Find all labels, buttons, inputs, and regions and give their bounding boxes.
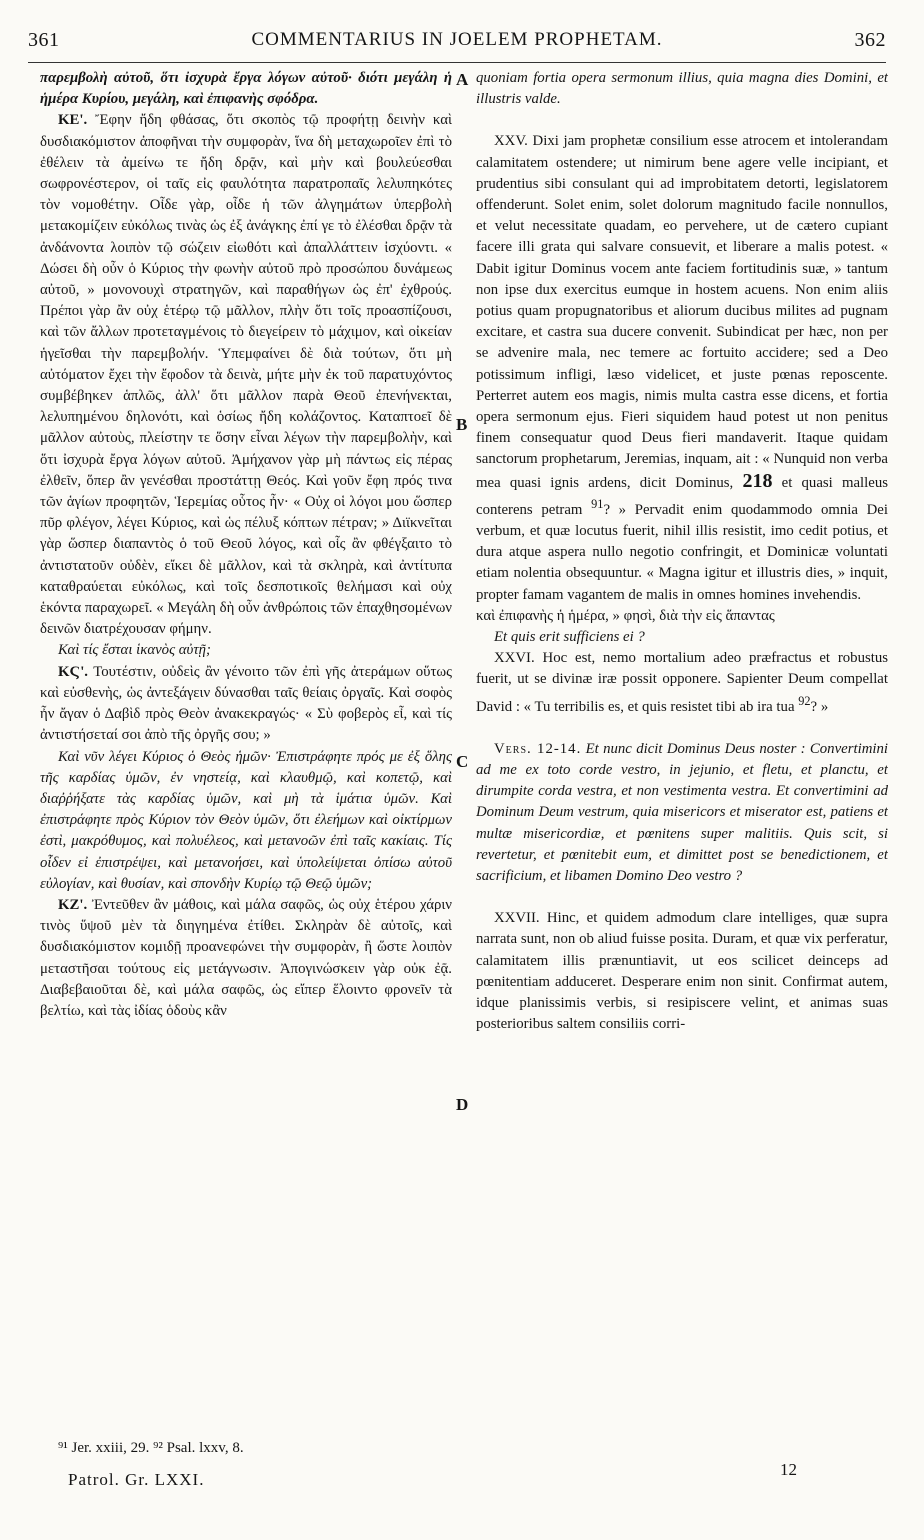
latin-section-26-text: Hoc est, nemo mortalium adeo præfractus et robustus fuerit, ut se divinæ iræ possit opponere. Sapienter Deum compellat David : « Tu terribilis es, et quis resistet tibi ab ira tua	[476, 650, 888, 715]
spacer	[476, 110, 888, 131]
latin-column	[476, 68, 888, 1428]
right-page-number: 362	[854, 28, 886, 51]
spacer	[476, 718, 888, 739]
greek-section-25-text: Ἔφην ἤδη φθάσας, ὅτι σκοπὸς τῷ προφήτῃ δεινὴν καὶ δυσδιακόμιστον ἀποφῆναι τὴν συμφορὰν, ἵνα δὴ μεταχωροῖεν ἐπὶ τὸ ἐθέλειν τὰ ἀμείνω τε ἤδη δρᾷν, καὶ μὴν καὶ βουλεύεσθαι σωφρονέστερον, οἱ ταῖς εἰς φαυλότητα παρατροπαῖς λελυπηκότες τὸν νομοθέτην. Οἶδε γὰρ, οἶδε ἡ τῶν ἀλγημάτων ὑπερβολὴ μετακομίζειν εὐκόλως τινὰς ὡς ἐξ ἀνάγκης ἐπί γε τὸ ἐλέσθαι δρᾷν τὰ ἀνδάνοντα λοιπὸν τῷ σώζειν εἰωθότι καὶ ἀπαλλάττειν ἰσχύοντι. « Δώσει δὴ οὖν ὁ Κύριος τὴν φωνὴν αὐτοῦ πρὸ προσώπου δυνάμεως αὐτοῦ, » μονονουχὶ στρατηγῶν, καὶ παραθήγων ὡς ἐπ' ἐχθρούς. Πρέποι γὰρ ἂν οὐχ ἑτέρῳ τῷ μᾶλλον, πλὴν ὅτι τοῖς προασπίζουσι, καὶ τῶν ἄλλων προτεταγμένοις τὸ διεγείρειν τὸ μάχιμον, καὶ οἰκείαν ἡγεῖσθαι τὴν παρεμβολήν. Ὑπεμφαίνει δὲ διὰ τούτων, ὅτι μὴ αὐτόματον ἔχει τὴν ἔφοδον τὰ δεινὰ, μήτε μὴν ἐκ τοῦ παρατυχόντος συμβέβηκεν ἁπλῶς, ἀλλ' ὅτι μᾶλλον παρὰ Θεοῦ ἐπενήνεκται, λελυπημένου δηλονότι, καὶ ὁσίως ἤδη κολάζοντος. Καταπτοεῖ δὲ μᾶλλον αὐτοὺς, πλείστην τε ὅσην εἶναι λέγων τὴν παρεμβολὴν, καὶ ὅτι ἰσχυρὰ ἔργα λόγων αὐτοῦ. Ἀμήχανον γὰρ μὴ πάντως εἰς πέρας ἐλθεῖν, ὅπερ ἂν γενέσθαι προστάττῃ Θεός. Καὶ γοῦν ἔφη πρός τινα τῶν ἁγίων προφητῶν, Ἱερεμίας οὗτος ἦν· « Οὐχ οἱ λόγοι μου ὥσπερ πῦρ φλέγον, λέγει Κύριος, καὶ ὡς πέλυξ κόπτων πέτραν; » Διϊκνεῖται γὰρ ὥσπερ διαπαντὸς ὁ τοῦ Θεοῦ λόγος, καὶ οἷς ἂν φθέγξαιτο τὸ ἀντιστατοῦν οὐδὲν, εἴκει δὲ μᾶλλον, καὶ τὰ σκληρὰ, καὶ ἀντίτυπα καταθραύεται εὐκόλως, καὶ τοῖς δεσποτικοῖς θελήμασι καὶ οὐχ ἑκόντα παραχωρεῖ. « Μεγάλη δὴ οὖν ἀνθρώποις τῶν ἐπαχθησομένων δεινῶν διατρέχουσαν φήμην.	[40, 112, 452, 638]
latin-section-27-text: Hinc, et quidem admodum clare intelliges, quæ supra narrata sunt, non ob aliud fuisse posita. Duram, et quæ vix perferatur, calamitatem illis prænuntiavit, ut eos scilicet deinceps ad pœnitentiam adduceret. Desperare enim non sinit. Confirmat autem, idque planissimis verbis, si resipiscere velint, et animas suas posterioribus saltem consiliis corri-	[476, 910, 888, 1033]
latin-section-25	[476, 131, 888, 605]
greek-section-26-text: Τουτέστιν, οὐδεὶς ἂν γένοιτο τῶν ἐπὶ γῆς ἀτεράμων οὕτως καὶ εὐσθενὴς, ὡς ἀντεξάγειν δύνασθαι ταῖς θείαις ὀργαῖς. Καὶ σοφὸς ἦν ἄγαν ὁ Δαβὶδ πρὸς Θεὸν ἀνακεκραγώς· « Σὺ φοβερὸς εἶ, καὶ τίς ἀντιστήσεταί σοι ἀπὸ τῆς ὀργῆς σου; »	[40, 663, 452, 744]
latin-lemma-2: Et quis erit sufficiens ei ?	[494, 629, 645, 645]
series-imprint: Patrol. Gr. LXXI.	[68, 1470, 205, 1489]
latin-section-25-text-b: et quasi malleus conterens petram	[476, 474, 888, 518]
page-header	[28, 24, 886, 56]
margin-letter-d: D	[456, 1095, 469, 1114]
section-number: ΚΖ'.	[58, 896, 88, 913]
spacer	[476, 887, 888, 908]
latin-section-25-text-c: ? » Pervadit enim quodammodo omnia Dei verbum, et quæ locutus fuerit, nihil illis resistit, imo cedit potius, et dura atque aspera nullo negotio confringit, et Dominicæ voluntati etiam nolentia obsequuntur. « Magna igitur et illustris dies, » inquit, propter famam vagantem de malis in omnes homines invehendis.	[476, 501, 888, 603]
greek-fullwidth-line: καὶ ἐπιφανὴς ἡ ἡμέρα, » φησὶ, διὰ τὴν εἰς ἅπαντας	[476, 607, 775, 624]
latin-section-25-text-a: Dixi jam prophetæ consilium esse atrocem et intolerandam calamitatem ostendere; ut nimirum bene agere velle incipiant, et prudentius sibi consulant qui ad improbitatem detorti, legislatorem offenderunt. Solet enim, solet dolorum magnitudo facile nonnullos, et velut necessitate quadam, eo pervehere, ut de cætero cupiant facere illi grata qui salvare consuevit, et liberare a malis potest. « Dabit igitur Dominus vocem ante faciem fortitudinis suæ, » tantum non ipse dux exercitus eumque in hostem acuens. Non enim aliis potius quam propugnatoribus et aliorum ducibus milites ad pugnam excitare, et castra sua ducere convenit. Subindicat per hæc, non per se advenire mala, nec temere ac fortuito accidere; sed a Deo potissimum infligi, læso videlicet, et juste pœnas reposcente. Perterret autem eos magis, nimis multa castra esse dicens, et fortia opera sermonum ejus. Fieri siquidem haud potest ut non penitus finem consequatur quod Deus fieri mandaverit. Itaque quidam sanctorum prophetarum, Jeremias, inquam, ait : « Nunquid non verba mea quasi ignis ardens, dicit Dominus,	[476, 133, 888, 491]
signature-mark: 12	[780, 1460, 797, 1479]
column-marker: 218	[742, 469, 773, 492]
latin-section-26	[476, 648, 888, 718]
greek-section-27-text: Ἐντεῦθεν ἂν μάθοις, καὶ μάλα σαφῶς, ὡς οὐχ ἑτέρου χάριν τινὸς ὕψοῦ μὲν τὰ διηγημένα ἐτίθει. Σκληρὰν δὲ αὐτοῖς, καὶ δυσδιακόμιστον κομιδῇ προανεφώνει τὴν συμφορὰν, ἢ ὥστε λοιπὸν μεταστῆσαι τούτους εἰς μετάγνωσιν. Ἀπογινώσκειν γὰρ οὐκ ἐᾷ. Διαβεβαιοῦται δὲ, καὶ μάλα σαφῶς, ὡς εἴπερ ἕλοιντο φρονεῖν τὰ βελτίω, καὶ τὰς ἰδίας ὁδοὺς κἂν	[40, 896, 452, 1019]
margin-letter-a: A	[456, 70, 469, 89]
footnote-ref-91: 91	[591, 496, 604, 511]
greek-lemma-1: παρεμβολὴ αὐτοῦ, ὅτι ἰσχυρὰ ἔργα λόγων αὐτοῦ· διότι μεγάλη ἡ ἡμέρα Κυρίου, μεγάλη, καὶ ἐπιφανὴς σφόδρα.	[40, 70, 452, 108]
latin-section-27	[476, 908, 888, 1035]
footnote-ref-92: 92	[798, 693, 811, 708]
section-number: ΚϚ'.	[58, 663, 89, 680]
running-title: COMMENTARIUS IN JOELEM PROPHETAM.	[251, 29, 663, 50]
greek-section-25	[40, 110, 452, 640]
greek-lemma-2: Καὶ τίς ἔσται ἱκανὸς αὐτῇ;	[58, 642, 211, 659]
section-number: ΚΕ'.	[58, 112, 88, 129]
greek-section-26	[40, 662, 452, 747]
latin-lemma-1: quoniam fortia opera sermonum illius, quia magna dies Domini, et illustris valde.	[476, 70, 888, 108]
greek-column	[40, 68, 452, 1428]
margin-letter-b: B	[456, 415, 468, 434]
latin-lemma-3-text: Et nunc dicit Dominus Deus noster : Convertimini ad me ex toto corde vestro, in jejunio, et fletu, et planctu, et dirumpite corda vestra, et non vestimenta vestra. Et convertimini ad Dominum Deum vestrum, quia misericors et miserator est, patiens et multæ misericordiæ, et pœnitens super malitiis. Quis scit, si revertetur, et pœnitebit eum, et dimittet post se benedictionem, et sacrificium, et libamen Domino Deo vestro ?	[476, 740, 888, 884]
latin-section-26-end: ? »	[810, 698, 829, 715]
greek-section-27	[40, 895, 452, 1022]
section-number: XXV.	[494, 133, 528, 150]
header-rule	[28, 62, 886, 63]
section-number: XXVII.	[494, 910, 540, 927]
left-page-number: 361	[28, 28, 60, 51]
verse-reference: Vers. 12-14.	[494, 740, 582, 757]
margin-letter-c: C	[456, 752, 469, 771]
greek-lemma-3: Καὶ νῦν λέγει Κύριος ὁ Θεὸς ἡμῶν· Ἐπιστράφητε πρός με ἐξ ὅλης τῆς καρδίας ὑμῶν, ἐν νηστείᾳ, καὶ κλαυθμῷ, καὶ κοπετῷ, καὶ διαῤῥήξατε τὰς καρδίας ὑμῶν, καὶ μὴ τὰ ἱμάτια ὑμῶν. Καὶ ἐπιστράφητε πρὸς Κύριον τὸν Θεὸν ὑμῶν, ὅτι ἐλεήμων καὶ οἰκτίρμων ἐστὶ, μακρόθυμος, καὶ πολυέλεος, καὶ μετανοῶν ἐπὶ ταῖς κακίαις. Τίς οἶδεν εἰ ἐπιστρέψει, καὶ μετανοήσει, καὶ ὑπολείψεται ὀπίσω αὐτοῦ εὐλογίαν, καὶ θυσίαν, καὶ σπονδὴν Κυρίῳ τῷ Θεῷ ὑμῶν;	[40, 748, 452, 892]
footnotes: ⁹¹ Jer. xxiii, 29. ⁹² Psal. lxxv, 8.	[58, 1440, 244, 1456]
latin-lemma-3	[476, 739, 888, 887]
section-number: XXVI.	[494, 650, 535, 667]
